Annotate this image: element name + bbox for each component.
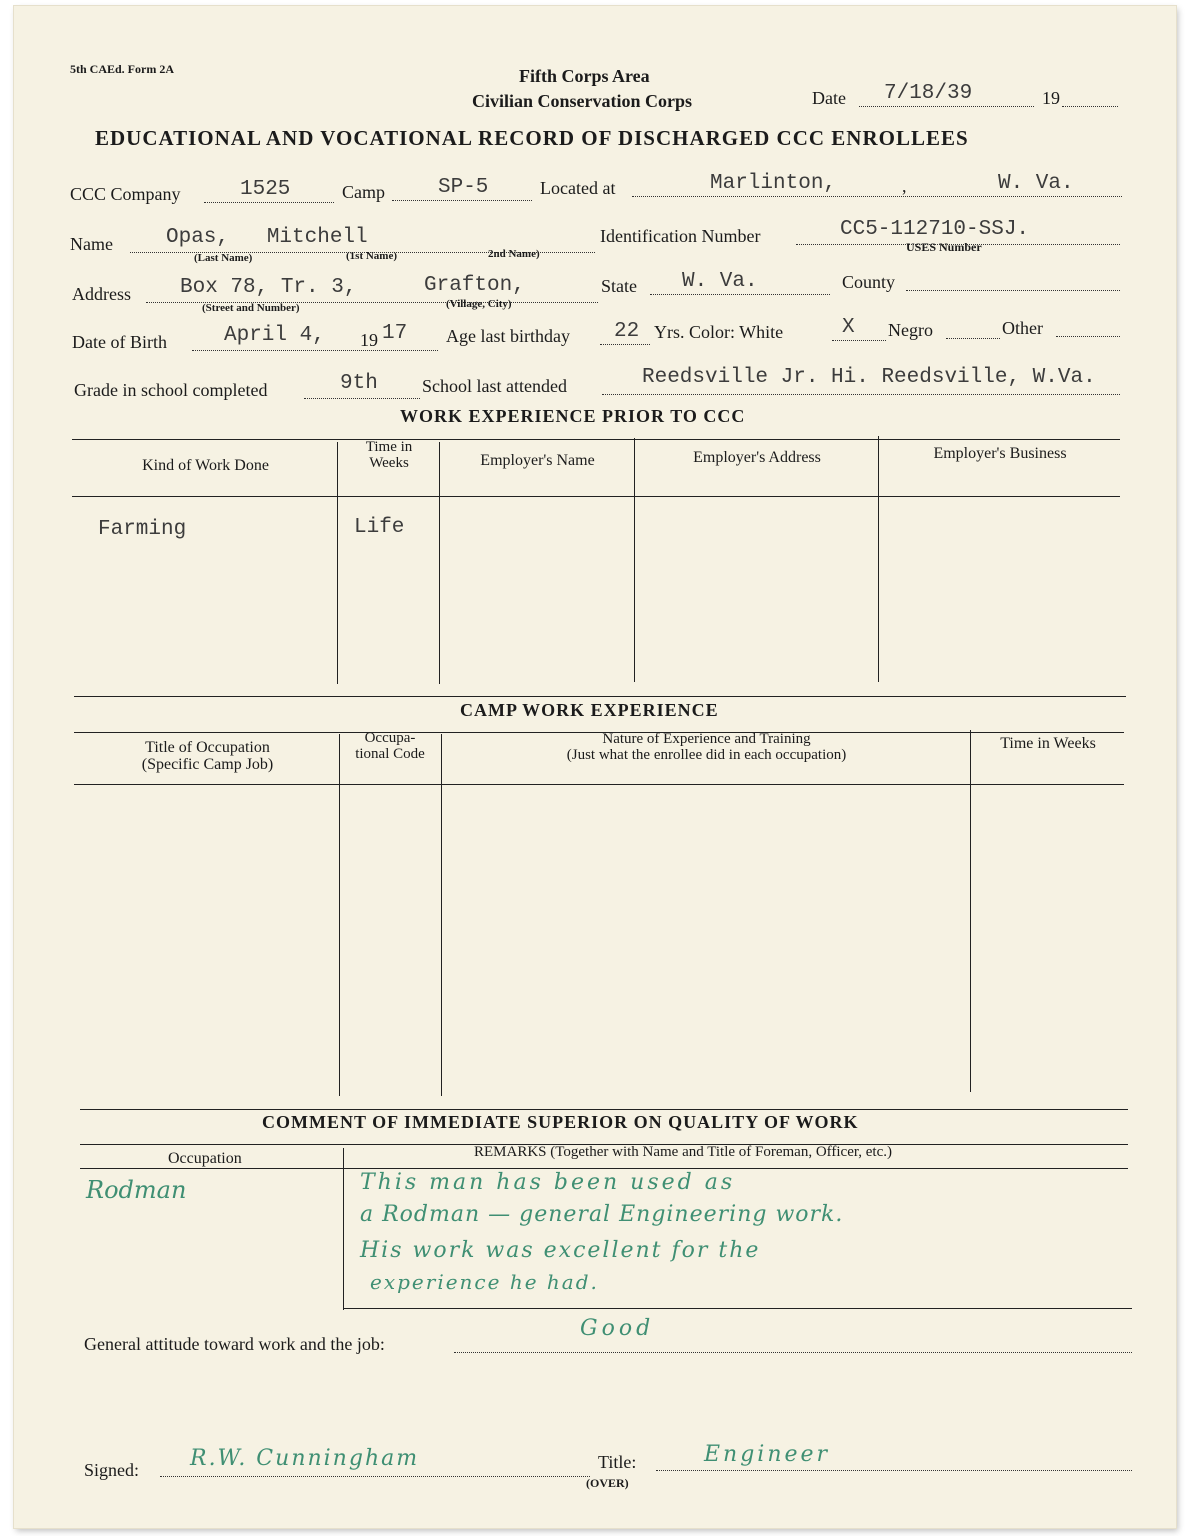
school-label: School last attended	[422, 376, 567, 396]
attitude-label: General attitude toward work and the job:	[84, 1334, 385, 1354]
name-label: Name	[70, 234, 113, 254]
title-value: Engineer	[704, 1442, 831, 1467]
camp-header-rule	[74, 784, 1124, 785]
prior-row-time: Life	[354, 516, 405, 539]
located-city: Marlinton,	[710, 172, 837, 195]
attitude-value: Good	[580, 1316, 655, 1341]
located-comma: ,	[902, 176, 907, 196]
address-street: Box 78, Tr. 3,	[180, 276, 357, 299]
street-caption: (Street and Number)	[202, 302, 300, 314]
form-sheet	[14, 6, 1176, 1528]
form-code: 5th CAEd. Form 2A	[70, 62, 174, 76]
col-kind-header: Kind of Work Done	[142, 457, 269, 474]
camp-top-rule	[74, 696, 1126, 697]
state-label: State	[601, 276, 637, 296]
work-prior-heading: WORK EXPERIENCE PRIOR TO CCC	[400, 406, 746, 426]
id-label: Identification Number	[600, 226, 761, 246]
col-title-header: Title of Occupation (Specific Camp Job)	[141, 739, 274, 773]
company-label: CCC Company	[70, 184, 181, 204]
grade-value: 9th	[340, 372, 378, 395]
address-label: Address	[72, 284, 131, 304]
occupation-header: Occupation	[168, 1150, 242, 1167]
col-employer-address-header: Employer's Address	[693, 449, 821, 466]
prior-row-kind: Farming	[98, 518, 187, 541]
located-state: W. Va.	[998, 172, 1074, 195]
address-city: Grafton,	[424, 274, 525, 297]
id-value: CC5-112710-SSJ.	[840, 218, 1030, 241]
yrs-color-label: Yrs. Color: White	[654, 322, 784, 342]
col-code-header: Occupa- tional Code	[355, 730, 425, 762]
col-employer-name-header: Employer's Name	[480, 452, 595, 469]
last-name-caption: (Last Name)	[194, 252, 253, 264]
signed-label: Signed:	[84, 1460, 140, 1480]
city-caption: (Village, City)	[446, 298, 512, 310]
col-nature-header: Nature of Experience and Training (Just what the enrollee did in each occupation)	[566, 731, 847, 763]
grade-label: Grade in school completed	[74, 380, 268, 400]
first-name-caption: (1st Name)	[346, 250, 398, 262]
remarks-line-1: This man has been used as	[360, 1170, 736, 1195]
school-value: Reedsville Jr. Hi. Reedsville, W.Va.	[642, 366, 1096, 389]
form-title: EDUCATIONAL AND VOCATIONAL RECORD OF DISCHARGED CCC ENROLLEES	[95, 126, 969, 150]
camp-heading: CAMP WORK EXPERIENCE	[460, 700, 719, 720]
age-label: Age last birthday	[446, 326, 570, 346]
other-label: Other	[1002, 318, 1043, 338]
state-value: W. Va.	[682, 270, 758, 293]
age-value: 22	[614, 320, 640, 343]
year-prefix: 19	[1042, 88, 1060, 108]
col-camp-time-header: Time in Weeks	[1000, 735, 1096, 752]
remarks-header: REMARKS (Together with Name and Title of Foreman, Officer, etc.)	[474, 1144, 892, 1160]
county-label: County	[842, 272, 896, 292]
camp-label: Camp	[342, 182, 385, 202]
occupation-value: Rodman	[86, 1176, 187, 1204]
dob-year: 17	[382, 322, 408, 345]
dob-century: 19	[360, 330, 378, 350]
second-name-caption: 2nd Name)	[488, 248, 540, 260]
located-label: Located at	[540, 178, 616, 198]
comment-top-rule	[80, 1109, 1128, 1110]
comment-heading: COMMENT OF IMMEDIATE SUPERIOR ON QUALITY OF WORK	[262, 1112, 859, 1132]
remarks-line-4: experience he had.	[370, 1270, 599, 1294]
remarks-line-3: His work was excellent for the	[360, 1238, 761, 1263]
col-employer-business-header: Employer's Business	[933, 445, 1067, 462]
dob-month-day: April 4,	[224, 324, 325, 347]
camp-value: SP-5	[438, 176, 489, 199]
dob-label: Date of Birth	[72, 332, 167, 352]
company-value: 1525	[240, 178, 291, 201]
signed-value: R.W. Cunningham	[190, 1446, 420, 1471]
title-label: Title:	[598, 1452, 637, 1472]
remarks-line-2: a Rodman — general Engineering work.	[360, 1202, 844, 1227]
col-time-header: Time in Weeks	[365, 439, 413, 471]
work-prior-top-rule	[72, 439, 1120, 440]
white-mark: X	[842, 316, 855, 339]
date-label: Date	[812, 88, 846, 108]
work-prior-header-rule	[72, 496, 1120, 497]
negro-label: Negro	[888, 320, 933, 340]
org-line-1: Fifth Corps Area	[519, 66, 650, 86]
over-label: (OVER)	[586, 1476, 629, 1490]
uses-caption: USES Number	[906, 240, 982, 254]
name-value: Opas, Mitchell	[166, 226, 368, 249]
date-value: 7/18/39	[884, 82, 973, 105]
comment-header-rule	[80, 1168, 1128, 1169]
org-line-2: Civilian Conservation Corps	[472, 91, 693, 111]
